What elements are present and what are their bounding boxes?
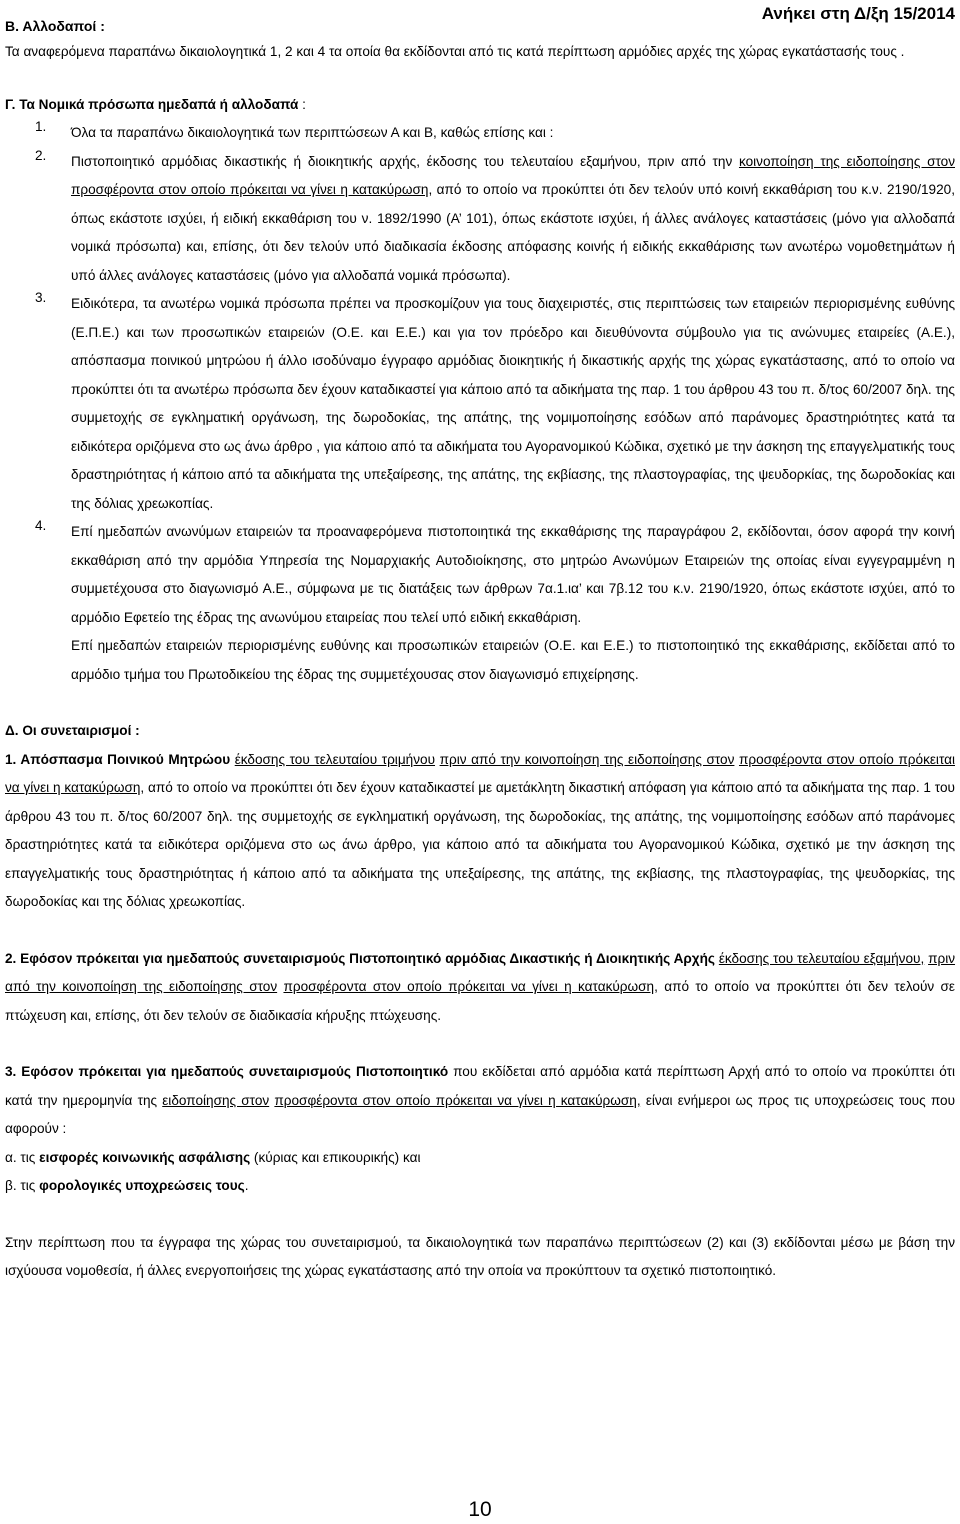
section-d-item-b: β. τις φορολογικές υποχρεώσεις τους.	[5, 1178, 249, 1193]
page-header	[5, 2, 955, 38]
document-reference-tag: Ανήκει στη Δ/ξη 15/2014	[761, 4, 955, 23]
section-c-item-4	[5, 518, 955, 632]
document-body	[5, 38, 955, 1286]
section-d-item-a: α. τις εισφορές κοινωνικής ασφάλισης (κύριας και επικουρικής) και	[5, 1149, 421, 1165]
item-text: Πιστοποιητικό αρμόδιας δικαστικής ή διοικητικής αρχής, έκδοσης του τελευταίου εξαμήνου, πριν από την κοινοποίηση της ειδοποίησης στον προσφέροντα στον οποίο πρόκειται να γίνει η κατακύρωση, από το οποίο να προκύπτει ότι δεν τελούν υπό κοινή εκκαθάριση του κ.ν. 2190/1920, όπως εκάστοτε ισχύει, ή ειδική εκκαθάριση του ν. 1892/1990 (Α’ 101), όπως εκάστοτε ισχύει, ή άλλες ανάλογες καταστάσεις (μόνο για αλλοδαπά νομικά πρόσωπα) και, επίσης, ότι δεν τελούν υπό διαδικασία έκδοσης απόφασης κοινής ή ειδικής εκκαθάρισης των ανωτέρω νομοθετημάτων ή υπό άλλες ανάλογες καταστάσεις (μόνο για αλλοδαπά νομικά πρόσωπα).	[71, 153, 956, 283]
section-c-item-3	[5, 290, 955, 518]
section-b-title: Β. Αλλοδαποί :	[5, 18, 105, 34]
section-c-item-2	[5, 148, 955, 291]
item-number: 1.	[35, 119, 47, 134]
closing-paragraph: Στην περίπτωση που τα έγγραφα της χώρας του συνεταιρισμού, τα δικαιολογητικά των παραπάνω περιπτώσεων (2) και (3) εκδίδονται μέσω με βάση την ισχύουσα νομοθεσία, ή άλλες ενεργοποιήσεις της χώρας εγκατάστασης από την οποία να προκύπτουν τα σχετικό πιστοποιητικό.	[5, 1234, 955, 1278]
page-number: 10	[468, 1498, 492, 1521]
section-b-text: Τα αναφερόμενα παραπάνω δικαιολογητικά 1, 2 και 4 τα οποία θα εκδίδονται από τις κατά περίπτωση αρμόδιες αρχές της χώρας εγκατάστασής τους .	[5, 44, 905, 59]
section-d-paragraph-1: 1. Απόσπασμα Ποινικού Μητρώου έκδοσης του τελευταίου τριμήνου πριν από την κοινοποίηση της ειδοποίησης στον προσφέροντα στον οποίο πρόκειται να γίνει η κατακύρωση, από το οποίο να προκύπτει ότι δεν έχουν καταδικαστεί με αμετάκλητη δικαστική απόφαση για κάποιο από τα αδικήματα της παρ. 1 του άρθρου 43 του π. δ/τος 60/2007 δηλ. της συμμετοχής σε εγκληματική οργάνωση, της δωροδοκίας, της απάτης, της νομιμοποίησης εσόδων από παράνομες δραστηριότητες κατά τα ειδικότερα οριζόμενα στο ως άνω άρθρο, για κάποιο από τα αδικήματα του Αγορανομικού Κώδικα, σχετικό με την άσκηση της επαγγελματικής τους δραστηριότητας ή κάποιο από τα αδικήματα της υπεξαίρεσης, της απάτης, της εκβίασης, της πλαστογραφίας, της ψευδορκίας, της δωροδοκίας και της δόλιας χρεωκοπίας.	[5, 751, 955, 909]
section-d-paragraph-2: 2. Εφόσον πρόκειται για ημεδαπούς συνεταιρισμούς Πιστοποιητικό αρμόδιας Δικαστικής ή Διοικητικής Αρχής έκδοσης του τελευταίου εξαμήνου, πριν από την κοινοποίηση της ειδοποίησης στον προσφέροντα στον οποίο πρόκειται να γίνει η κατακύρωση, από το οποίο να προκύπτει ότι δεν τελούν σε πτώχευση και, επίσης, ότι δεν τελούν σε διαδικασία κήρυξης πτώχευσης.	[5, 950, 956, 1023]
item-number: 4.	[35, 518, 47, 533]
section-c-item-1	[5, 119, 955, 148]
item-text: Ειδικότερα, τα ανωτέρω νομικά πρόσωπα πρέπει να προσκομίζουν για τους διαχειριστές, στις περιπτώσεις των εταιρειών περιορισμένης ευθύνης (Ε.Π.Ε.) και των προσωπικών εταιρειών (Ο.Ε. και Ε.Ε.) και για τον πρόεδρο και διευθύνοντα σύμβουλο για τις ανώνυμες εταιρείες (Α.Ε.), απόσπασμα ποινικού μητρώου ή άλλο ισοδύναμο έγγραφο αρμόδιας διοικητικής ή δικαστικής αρχής της χώρας εγκατάστασης, από το οποίο να προκύπτει ότι τα ανωτέρω πρόσωπα δεν έχουν καταδικαστεί για κάποιο από τα αδικήματα της παρ. 1 του άρθρου 43 του π. δ/τος 60/2007 δηλ. της συμμετοχής σε εγκληματική οργάνωση, της δωροδοκίας, της απάτης, της νομιμοποίησης εσόδων από παράνομες δραστηριότητες κατά τα ειδικότερα οριζόμενα στο ως άνω άρθρο , για κάποιο από τα αδικήματα του Αγορανομικού Κώδικα, σχετικό με την άσκηση της επαγγελματικής τους δραστηριότητας ή κάποιο από τα αδικήματα της υπεξαίρεσης, της απάτης, της εκβίασης, της πλαστογραφίας, της ψευδορκίας, της δωροδοκίας και της δόλιας χρεωκοπίας.	[71, 296, 955, 511]
item-text: Επί ημεδαπών ανωνύμων εταιρειών τα προαναφερόμενα πιστοποιητικά της εκκαθάρισης της παραγράφου 2, εκδίδονται, όσον αφορά την κοινή εκκαθάριση από την αρμόδια Υπηρεσία της Νομαρχιακής Αυτοδιοίκησης, στο μητρώο Ανωνύμων Εταιρειών της οποίας είναι εγγεγραμμένη η συμμετέχουσα στο διαγωνισμό Α.Ε., σύμφωνα με τις διατάξεις των άρθρων 7α.1.ια’ και 7β.12 του κ.ν. 2190/1920, όπως εκάστοτε ισχύει, από το αρμόδιο Εφετείο της έδρας της ανωνύμου εταιρείας που τελεί υπό ειδική εκκαθάριση.	[71, 524, 955, 625]
section-d-title: Δ. Οι συνεταιρισμοί :	[5, 723, 140, 738]
section-c-title: Γ. Τα Νομικά πρόσωπα ημεδαπά ή αλλοδαπά :	[5, 96, 306, 112]
item-number: 2.	[35, 147, 47, 163]
section-c-item-4-continuation: Επί ημεδαπών εταιρειών περιορισμένης ευθύνης και προσωπικών εταιρειών (Ο.Ε. και Ε.Ε.) το πιστοποιητικό της εκκαθάρισης, εκδίδεται από το αρμόδιο τμήμα του Πρωτοδικείου της έδρας της συμμετέχουσας στον διαγωνισμό επιχείρησης.	[71, 638, 955, 682]
item-number: 3.	[35, 290, 47, 305]
item-text: Όλα τα παραπάνω δικαιολογητικά των περιπτώσεων Α και Β, καθώς επίσης και :	[71, 125, 554, 140]
section-d-paragraph-3: 3. Εφόσον πρόκειται για ημεδαπούς συνεταιρισμούς Πιστοποιητικό που εκδίδεται από αρμόδια κατά περίπτωση Αρχή από το οποίο να προκύπτει ότι κατά την ημερομηνία της ειδοποίησης στον προσφέροντα στον οποίο πρόκειται να γίνει η κατακύρωση, είναι ενήμεροι ως προς τις υποχρεώσεις τους που αφορούν :	[5, 1064, 956, 1136]
